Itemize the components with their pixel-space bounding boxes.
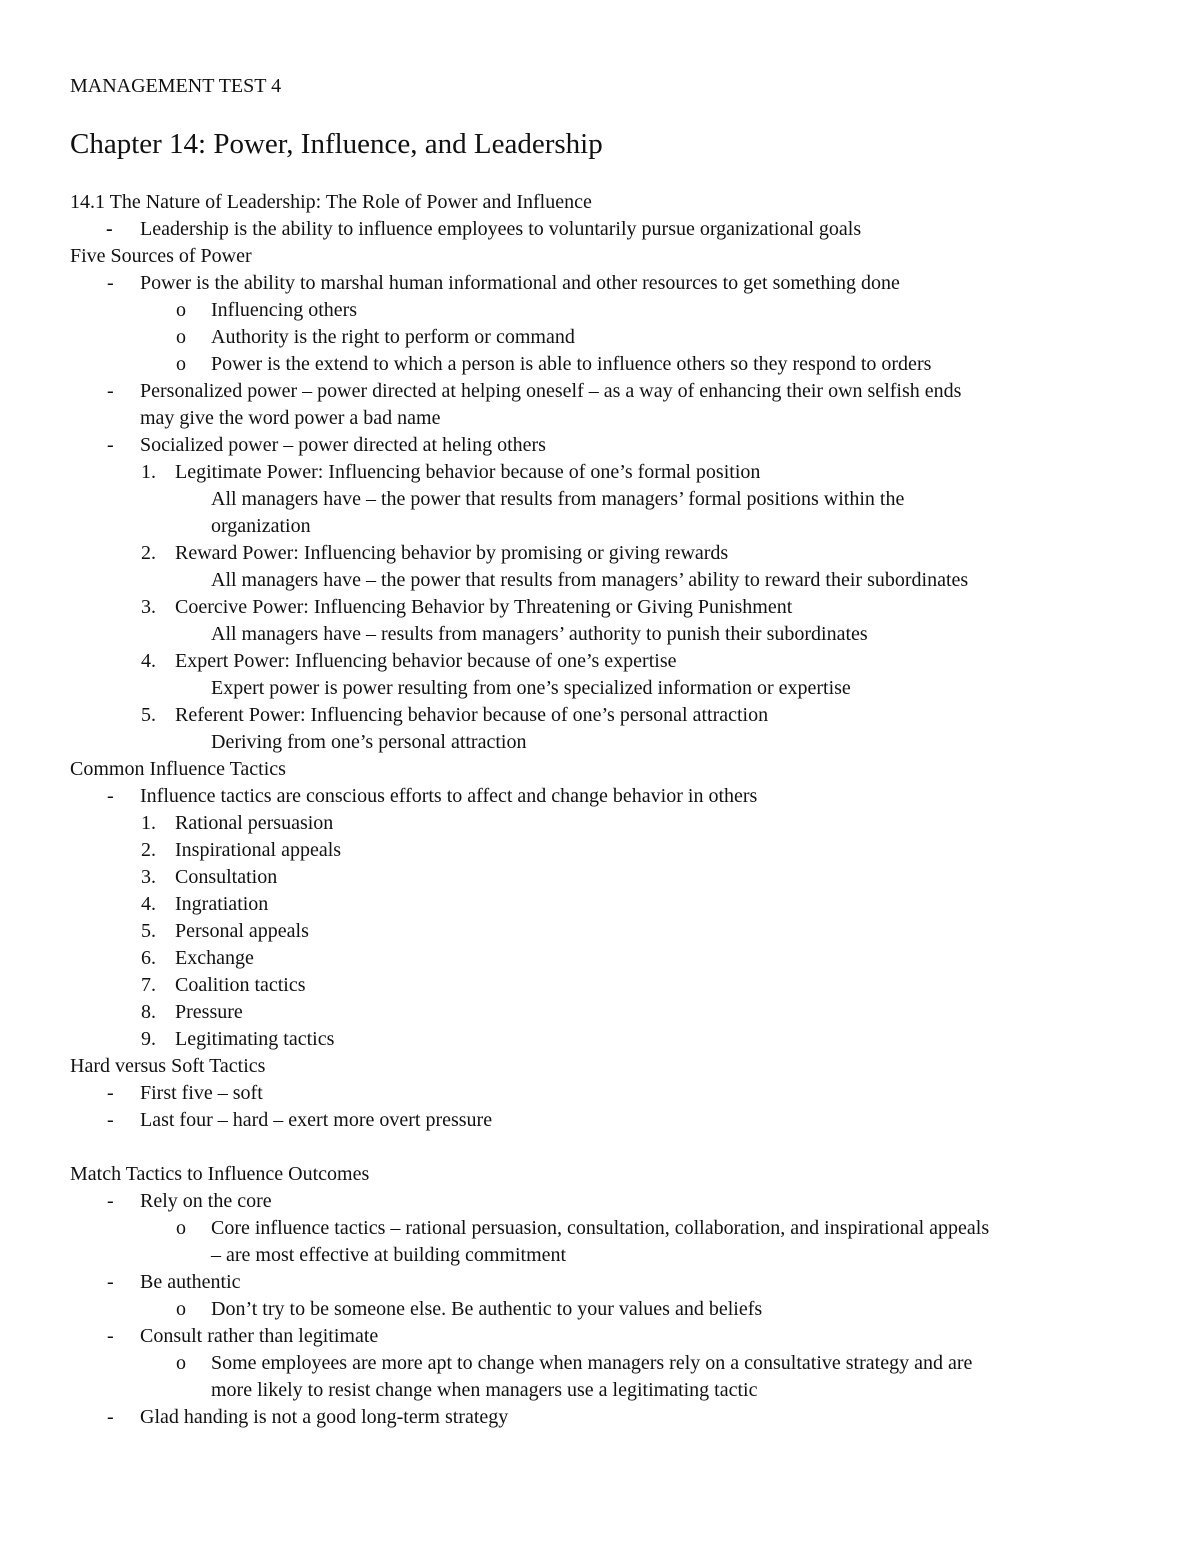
list-marker: - — [107, 1082, 114, 1104]
line-text: Pressure — [175, 1001, 243, 1023]
list-marker: - — [107, 1406, 114, 1428]
list-marker: - — [107, 1325, 114, 1347]
list-marker: o — [176, 1352, 186, 1374]
list-item-continuation — [0, 1377, 1200, 1404]
line-text: Socialized power – power directed at heling others — [140, 434, 546, 456]
section-heading — [0, 1053, 1200, 1080]
list-marker: - — [107, 434, 114, 456]
line-text: Core influence tactics – rational persuasion, consultation, collaboration, and inspirational appeals — [211, 1217, 990, 1239]
line-text: Last four – hard – exert more overt pressure — [140, 1109, 493, 1131]
line-text: All managers have – the power that results from managers’ ability to reward their subordinates — [211, 569, 969, 591]
list-number: 2. — [141, 542, 156, 564]
line-text: Power is the extend to which a person is able to influence others so they respond to orders — [211, 353, 932, 375]
dash-list-item — [0, 1404, 1200, 1431]
section-heading — [0, 243, 1200, 270]
list-item-continuation — [0, 621, 1200, 648]
bullet-list-item — [0, 351, 1200, 378]
list-marker: - — [106, 218, 113, 240]
line-text: Common Influence Tactics — [70, 758, 286, 780]
list-item-continuation — [0, 405, 1200, 432]
line-text: 14.1 The Nature of Leadership: The Role of Power and Influence — [70, 191, 592, 213]
list-marker: - — [107, 1271, 114, 1293]
dash-list-item — [0, 432, 1200, 459]
list-marker: o — [176, 326, 186, 348]
numbered-list-item — [0, 540, 1200, 567]
line-text: Influencing others — [211, 299, 358, 321]
dash-list-item — [0, 783, 1200, 810]
line-text: Consult rather than legitimate — [140, 1325, 379, 1347]
section-heading — [0, 189, 1200, 216]
dash-list-item — [0, 1107, 1200, 1134]
list-marker: - — [107, 785, 114, 807]
dash-list-item — [0, 270, 1200, 297]
line-text: Expert power is power resulting from one’s specialized information or expertise — [211, 677, 851, 699]
line-text: Personalized power – power directed at helping oneself – as a way of enhancing their own selfish ends — [140, 380, 962, 402]
list-marker: - — [107, 272, 114, 294]
list-number: 7. — [141, 974, 156, 996]
list-number: 2. — [141, 839, 156, 861]
numbered-list-item — [0, 945, 1200, 972]
line-text: Expert Power: Influencing behavior because of one’s expertise — [175, 650, 677, 672]
line-text: Legitimating tactics — [175, 1028, 335, 1050]
list-number: 1. — [141, 812, 156, 834]
list-item-continuation — [0, 675, 1200, 702]
line-text: Glad handing is not a good long-term strategy — [140, 1406, 509, 1428]
numbered-list-item — [0, 648, 1200, 675]
numbered-list-item — [0, 594, 1200, 621]
dash-list-item — [0, 1323, 1200, 1350]
numbered-list-item — [0, 702, 1200, 729]
line-text: Ingratiation — [175, 893, 269, 915]
dash-list-item — [0, 1188, 1200, 1215]
line-text: First five – soft — [140, 1082, 263, 1104]
list-number: 1. — [141, 461, 156, 483]
list-number: 6. — [141, 947, 156, 969]
line-text: Coalition tactics — [175, 974, 306, 996]
line-text: Legitimate Power: Influencing behavior because of one’s formal position — [175, 461, 761, 483]
list-marker: o — [176, 1217, 186, 1239]
section-heading — [0, 756, 1200, 783]
list-item-continuation — [0, 486, 1200, 513]
list-number: 4. — [141, 650, 156, 672]
chapter-title: Chapter 14: Power, Influence, and Leadership — [70, 128, 603, 160]
list-number: 8. — [141, 1001, 156, 1023]
line-text: Hard versus Soft Tactics — [70, 1055, 266, 1077]
list-item-continuation — [0, 729, 1200, 756]
line-text: Inspirational appeals — [175, 839, 342, 861]
dash-list-item — [0, 378, 1200, 405]
list-marker: o — [176, 1298, 186, 1320]
list-number: 5. — [141, 704, 156, 726]
line-text: Consultation — [175, 866, 278, 888]
numbered-list-item — [0, 999, 1200, 1026]
line-text: – are most effective at building commitment — [211, 1244, 567, 1266]
line-text: All managers have – results from managers’ authority to punish their subordinates — [211, 623, 868, 645]
list-marker: o — [176, 353, 186, 375]
line-text: Five Sources of Power — [70, 245, 252, 267]
bullet-list-item — [0, 1215, 1200, 1242]
line-text: Leadership is the ability to influence employees to voluntarily pursue organizational goals — [140, 218, 862, 240]
line-text: Authority is the right to perform or command — [211, 326, 575, 348]
line-text: Be authentic — [140, 1271, 241, 1293]
list-number: 3. — [141, 866, 156, 888]
list-item-continuation — [0, 1242, 1200, 1269]
list-number: 9. — [141, 1028, 156, 1050]
numbered-list-item — [0, 918, 1200, 945]
bullet-list-item — [0, 1296, 1200, 1323]
bullet-list-item — [0, 1350, 1200, 1377]
list-number: 4. — [141, 893, 156, 915]
list-number: 3. — [141, 596, 156, 618]
line-text: organization — [211, 515, 311, 537]
bullet-list-item — [0, 324, 1200, 351]
list-item-continuation — [0, 567, 1200, 594]
numbered-list-item — [0, 837, 1200, 864]
line-text: Exchange — [175, 947, 254, 969]
section-heading — [0, 1161, 1200, 1188]
line-text: may give the word power a bad name — [140, 407, 441, 429]
line-text: Rational persuasion — [175, 812, 334, 834]
numbered-list-item — [0, 810, 1200, 837]
list-item-continuation — [0, 513, 1200, 540]
line-text: Personal appeals — [175, 920, 309, 942]
document-header: MANAGEMENT TEST 4 — [70, 75, 282, 97]
numbered-list-item — [0, 891, 1200, 918]
line-text: more likely to resist change when managers use a legitimating tactic — [211, 1379, 758, 1401]
line-text: Match Tactics to Influence Outcomes — [70, 1163, 370, 1185]
numbered-list-item — [0, 972, 1200, 999]
dash-list-item — [0, 216, 1200, 243]
list-number: 5. — [141, 920, 156, 942]
line-text: Some employees are more apt to change when managers rely on a consultative strategy and are — [211, 1352, 973, 1374]
list-marker: - — [107, 1190, 114, 1212]
line-text: Referent Power: Influencing behavior because of one’s personal attraction — [175, 704, 769, 726]
numbered-list-item — [0, 1026, 1200, 1053]
line-text: Coercive Power: Influencing Behavior by Threatening or Giving Punishment — [175, 596, 793, 618]
list-marker: - — [107, 1109, 114, 1131]
dash-list-item — [0, 1269, 1200, 1296]
line-text: Power is the ability to marshal human informational and other resources to get something done — [140, 272, 900, 294]
dash-list-item — [0, 1080, 1200, 1107]
line-text: Influence tactics are conscious efforts to affect and change behavior in others — [140, 785, 758, 807]
line-text: Reward Power: Influencing behavior by promising or giving rewards — [175, 542, 729, 564]
bullet-list-item — [0, 297, 1200, 324]
list-marker: o — [176, 299, 186, 321]
line-text: Don’t try to be someone else. Be authentic to your values and beliefs — [211, 1298, 763, 1320]
line-text: All managers have – the power that results from managers’ formal positions within the — [211, 488, 905, 510]
blank-line — [0, 1134, 1200, 1161]
line-text: Rely on the core — [140, 1190, 272, 1212]
numbered-list-item — [0, 459, 1200, 486]
numbered-list-item — [0, 864, 1200, 891]
list-marker: - — [107, 380, 114, 402]
line-text: Deriving from one’s personal attraction — [211, 731, 527, 753]
document-body — [0, 189, 1200, 1431]
